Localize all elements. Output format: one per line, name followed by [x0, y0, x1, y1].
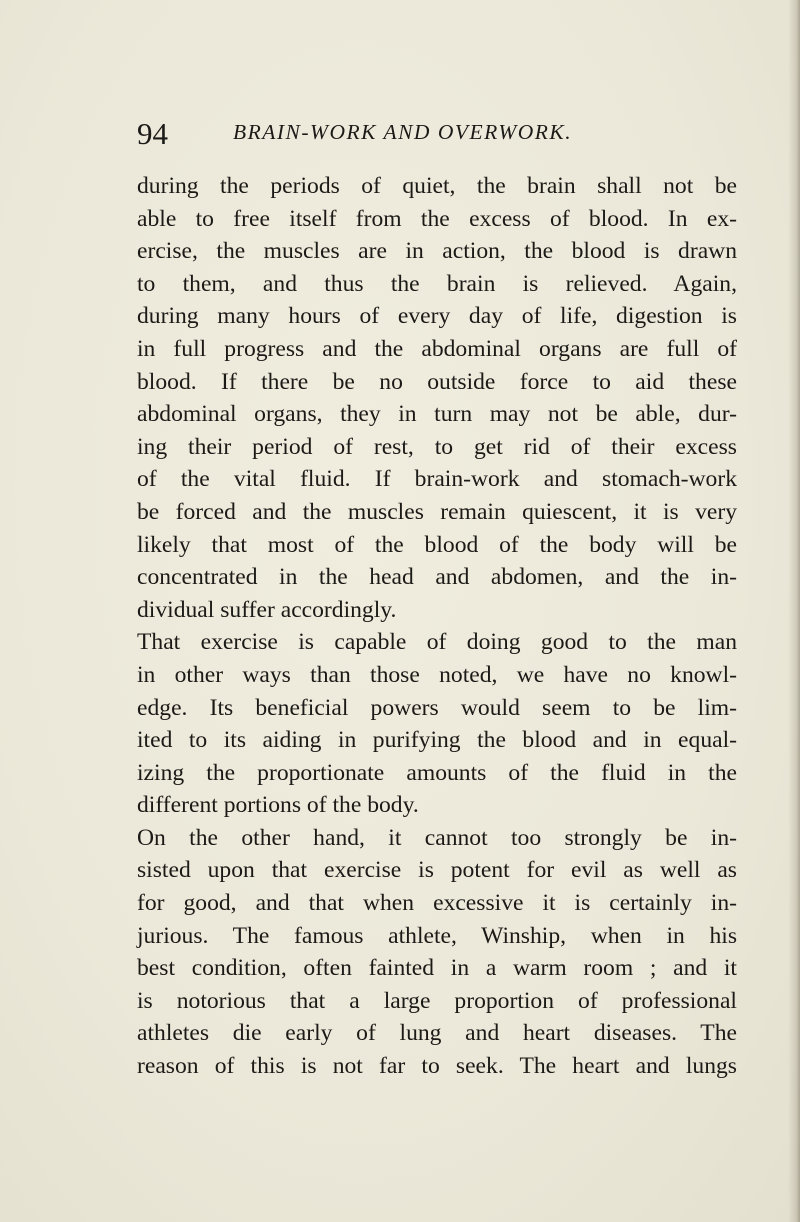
body-text — [137, 170, 737, 1083]
text-line: dividual suffer accordingly. — [137, 596, 397, 623]
text-line: to them, and thus the brain is relieved. Again, — [137, 270, 737, 297]
text-line: be forced and the muscles remain quiescent, it is very — [137, 498, 737, 525]
text-line: for good, and that when excessive it is certainly in- — [137, 890, 737, 917]
text-line: concentrated in the head and abdomen, and the in- — [137, 564, 737, 591]
text-line: izing the proportionate amounts of the fluid in the — [137, 759, 737, 786]
page-header — [137, 113, 657, 153]
text-line: in other ways than those noted, we have no knowl- — [137, 661, 737, 688]
text-line: able to free itself from the excess of blood. In ex- — [137, 205, 737, 232]
text-line: ited to its aiding in purifying the blood and in equal- — [137, 727, 737, 754]
text-line: is notorious that a large proportion of professional — [137, 987, 737, 1014]
text-line: best condition, often fainted in a warm room ; and it — [137, 955, 737, 982]
text-line: during the periods of quiet, the brain shall not be — [137, 173, 737, 199]
text-line: ercise, the muscles are in action, the blood is drawn — [137, 238, 737, 265]
text-line: jurious. The famous athlete, Winship, when in his — [137, 922, 737, 949]
text-line: during many hours of every day of life, digestion is — [137, 303, 737, 330]
text-line: ing their period of rest, to get rid of their excess — [137, 433, 737, 460]
text-line: likely that most of the blood of the body will be — [137, 531, 737, 558]
text-line: reason of this is not far to seek. The heart and lungs — [137, 1053, 737, 1080]
text-line: of the vital fluid. If brain-work and stomach-work — [137, 466, 737, 493]
text-line: different portions of the body. — [137, 792, 419, 819]
text-line: abdominal organs, they in turn may not be able, dur- — [137, 401, 737, 428]
text-line: athletes die early of lung and heart diseases. The — [137, 1020, 737, 1047]
text-line: edge. Its beneficial powers would seem to be lim- — [137, 694, 737, 721]
running-head: BRAIN-WORK AND OVERWORK. — [233, 120, 573, 144]
text-line: On the other hand, it cannot too strongly be in- — [137, 824, 737, 851]
text-line: blood. If there be no outside force to aid these — [137, 368, 737, 395]
text-line: That exercise is capable of doing good to the man — [137, 629, 737, 656]
page-number: 94 — [137, 116, 168, 151]
page-edge-shadow — [788, 0, 800, 1222]
text-line: sisted upon that exercise is potent for evil as well as — [137, 857, 737, 884]
text-line: in full progress and the abdominal organs are full of — [137, 335, 737, 362]
